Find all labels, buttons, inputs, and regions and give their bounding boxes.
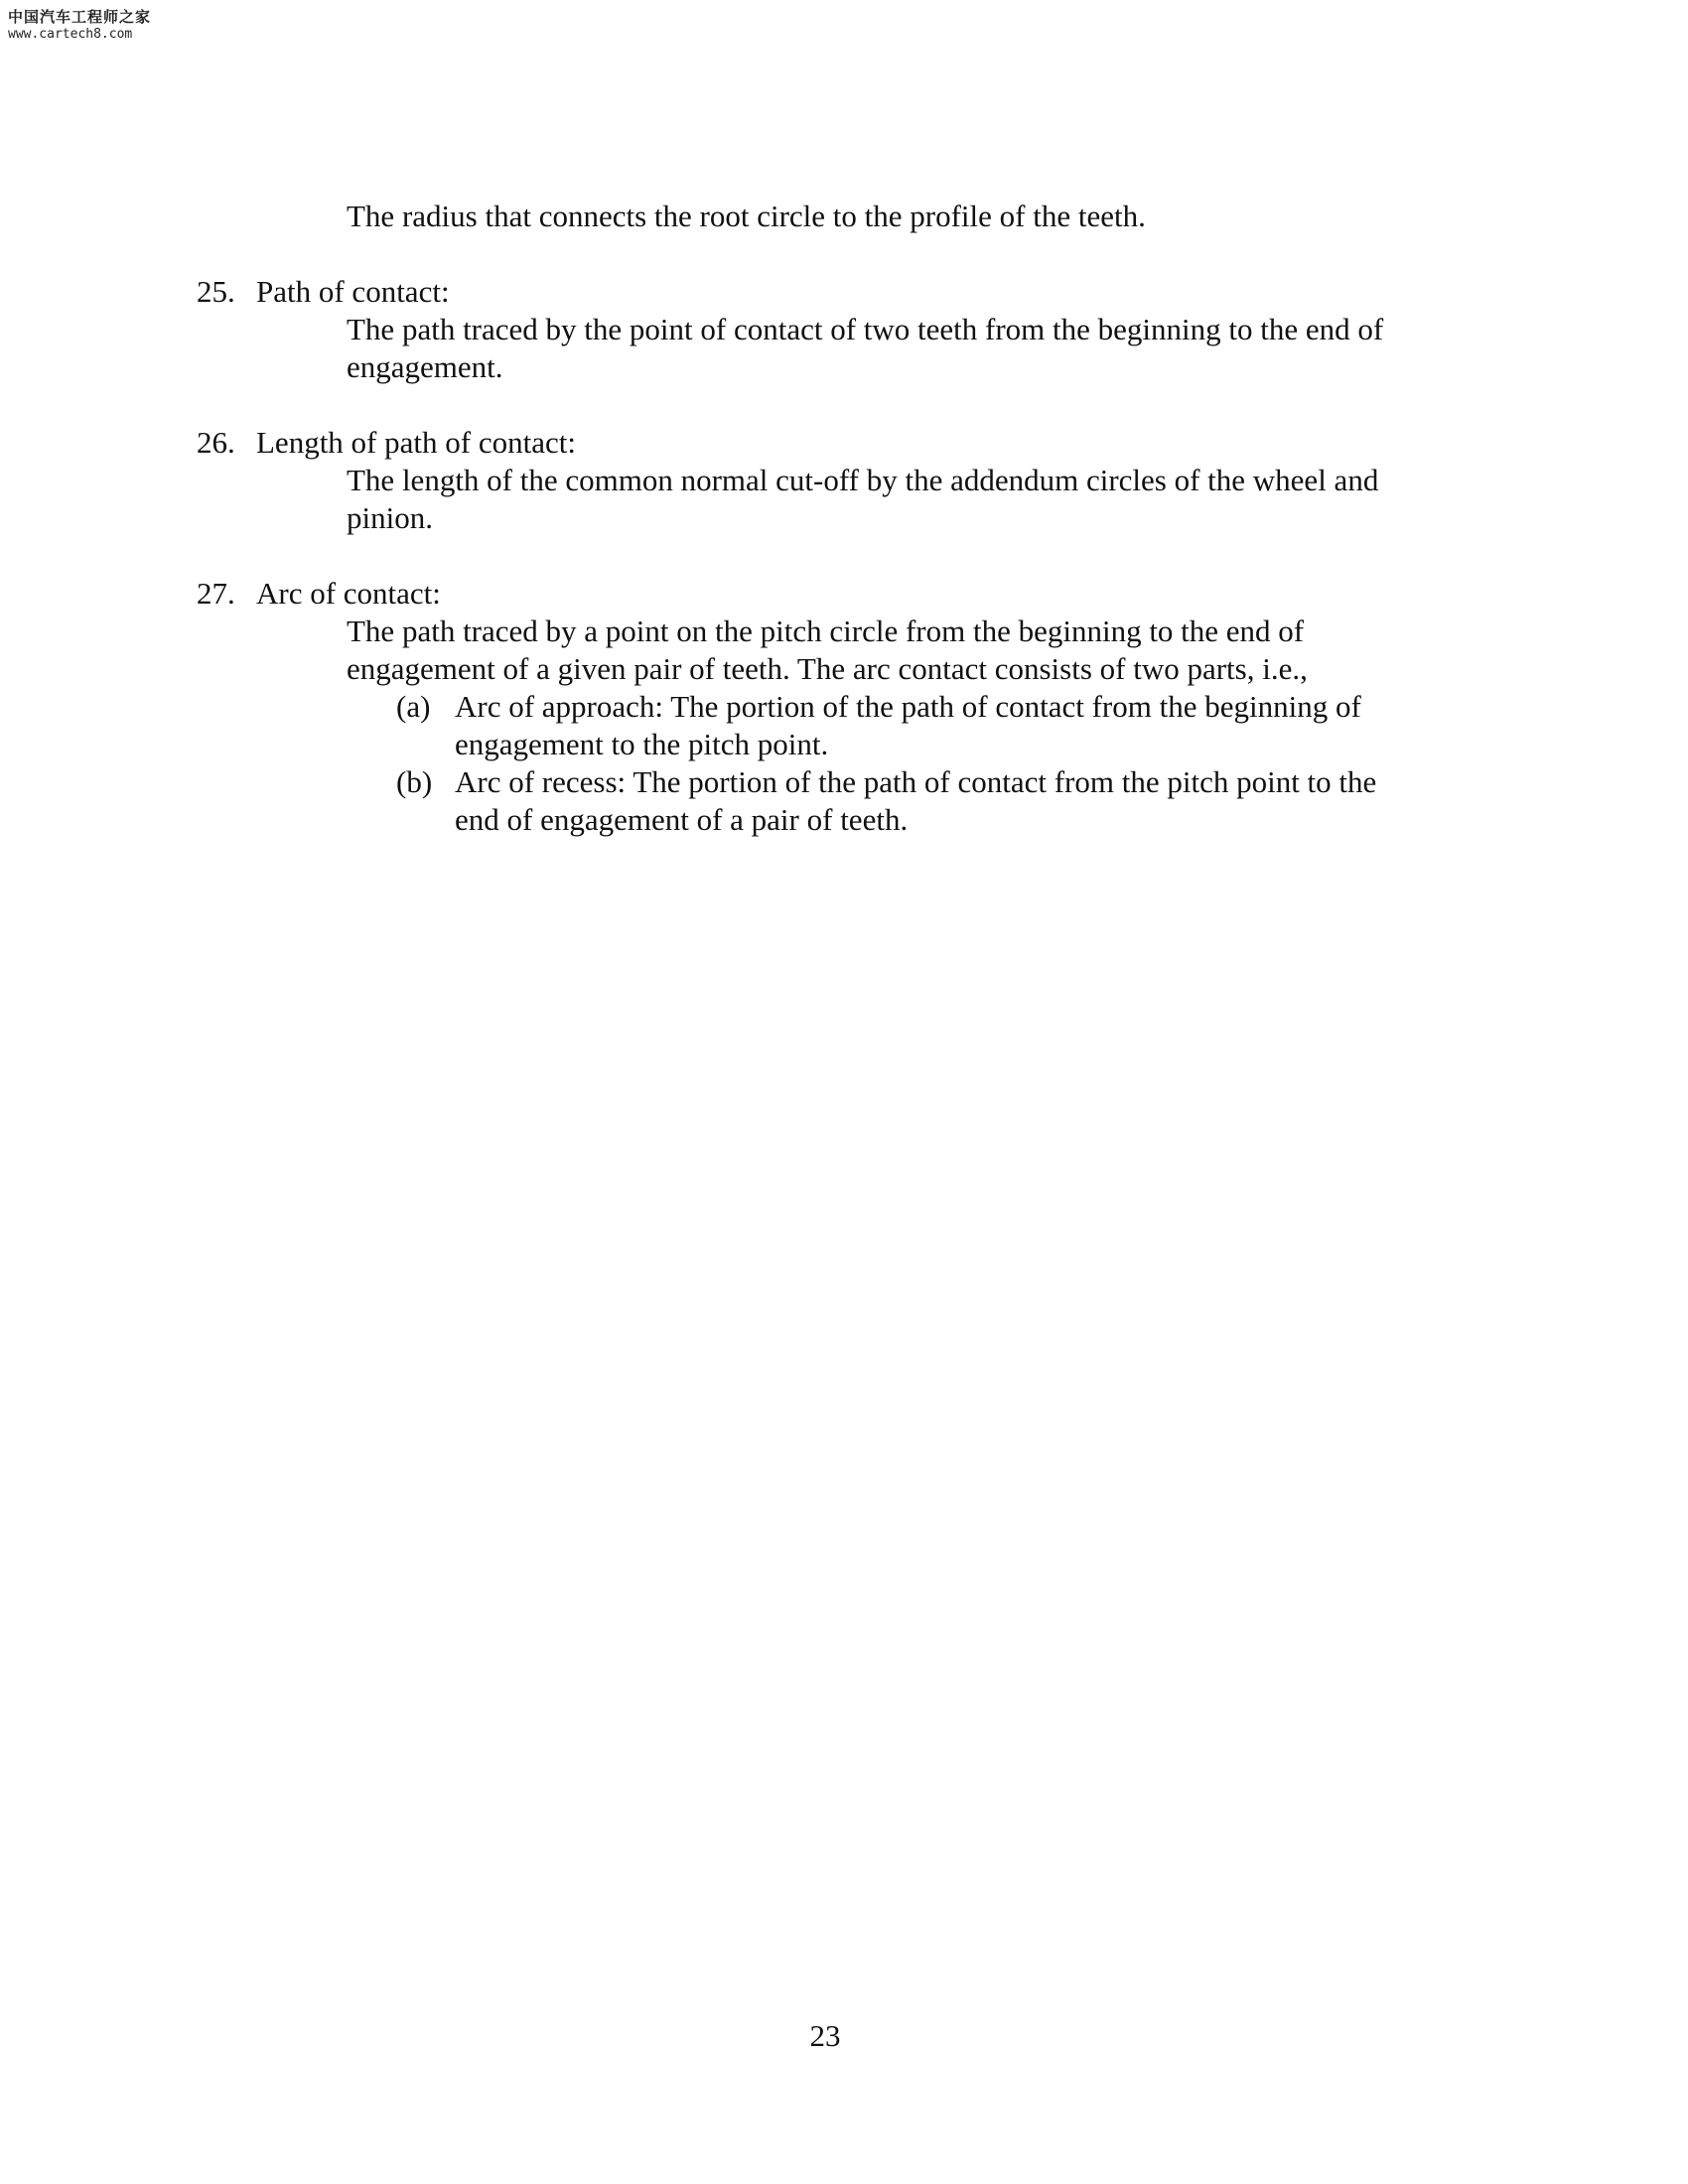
item-text-line: engagement of a given pair of teeth. The arc contact consists of two parts, i.e., bbox=[347, 651, 1308, 686]
item-text-line: The length of the common normal cut-off by the addendum circles of the wheel and bbox=[347, 463, 1379, 497]
item-text-line: pinion. bbox=[347, 500, 433, 535]
subitem-label: (a) bbox=[396, 689, 431, 724]
watermark-url: www.cartech8.com bbox=[8, 26, 133, 42]
subitem-text-line: engagement to the pitch point. bbox=[455, 727, 829, 761]
item-number: 27. bbox=[197, 576, 235, 611]
subitem-text-line: Arc of recess: The portion of the path of contact from the pitch point to the bbox=[455, 764, 1377, 799]
item-number: 26. bbox=[197, 425, 235, 460]
item-title: Length of path of contact: bbox=[256, 425, 576, 460]
watermark bbox=[8, 8, 151, 43]
item-title: Path of contact: bbox=[256, 274, 450, 309]
subitem-text-line: end of engagement of a pair of teeth. bbox=[455, 802, 909, 837]
item-title: Arc of contact: bbox=[256, 576, 441, 611]
item-number: 25. bbox=[197, 274, 235, 309]
subitem-label: (b) bbox=[396, 764, 433, 799]
subitem-text-line: Arc of approach: The portion of the path of contact from the beginning of bbox=[455, 689, 1361, 724]
page-number: 23 bbox=[809, 2018, 841, 2053]
item-text-line: The path traced by a point on the pitch circle from the beginning to the end of bbox=[347, 614, 1305, 648]
item-text-line: engagement. bbox=[347, 349, 503, 384]
intro-line: The radius that connects the root circle to the profile of the teeth. bbox=[347, 199, 1146, 233]
watermark-site-name: 中国汽车工程师之家 bbox=[8, 8, 152, 26]
item-text-line: The path traced by the point of contact of two teeth from the beginning to the end of bbox=[347, 312, 1384, 346]
